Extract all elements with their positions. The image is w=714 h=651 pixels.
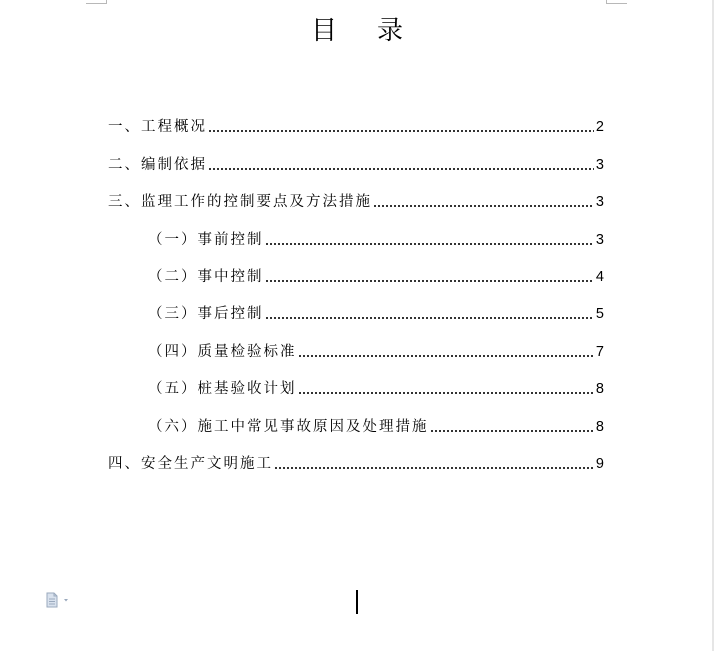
- toc-dot-leader: [265, 302, 594, 326]
- toc-dot-leader: [298, 340, 594, 364]
- toc-entry-label: 一、工程概况: [108, 119, 207, 136]
- toc-entry-label: （六）施工中常见事故原因及处理措施: [148, 418, 429, 435]
- toc-title: 目录: [310, 16, 443, 46]
- toc-entry-label: 二、编制依据: [108, 156, 207, 173]
- toc-entry-page: 3: [595, 194, 604, 211]
- document-dropdown-icon[interactable]: [46, 592, 74, 608]
- toc-entry-label: （一）事前控制: [148, 231, 264, 248]
- toc-entry-label: （五）桩基验收计划: [148, 381, 297, 398]
- toc-dot-leader: [265, 228, 594, 252]
- toc-dot-leader: [208, 153, 594, 177]
- toc-entry-page: 9: [595, 455, 604, 472]
- toc-entry-label: 四、安全生产文明施工: [108, 455, 273, 472]
- toc-entry-label: 三、监理工作的控制要点及方法措施: [108, 194, 372, 211]
- toc-entry[interactable]: [108, 364, 604, 401]
- toc-entry[interactable]: [108, 289, 604, 326]
- toc-entry[interactable]: [108, 439, 604, 476]
- toc-entry[interactable]: [108, 102, 604, 139]
- toc-entry[interactable]: [108, 326, 604, 363]
- toc-entry-page: 5: [595, 306, 604, 323]
- toc-entry-label: （二）事中控制: [148, 268, 264, 285]
- toc-entry-page: 3: [595, 156, 604, 173]
- toc-entry[interactable]: [108, 252, 604, 289]
- page-corner-mark-left: [86, 0, 107, 4]
- toc-entry[interactable]: [108, 214, 604, 251]
- toc-entry-page: 3: [595, 231, 604, 248]
- toc-entry[interactable]: [108, 401, 604, 438]
- toc-entry-label: （三）事后控制: [148, 306, 264, 323]
- toc-dot-leader: [208, 115, 594, 139]
- toc-dot-leader: [298, 377, 594, 401]
- toc-dot-leader: [265, 265, 594, 289]
- toc-entry[interactable]: [108, 139, 604, 176]
- toc-entry-page: 8: [595, 381, 604, 398]
- toc-dot-leader: [430, 415, 594, 439]
- toc-entry[interactable]: [108, 177, 604, 214]
- text-caret: [356, 590, 358, 614]
- toc-entry-label: （四）质量检验标准: [148, 343, 297, 360]
- page-corner-mark-right: [606, 0, 627, 4]
- table-of-contents: [108, 102, 604, 476]
- toc-entry-page: 2: [595, 119, 604, 136]
- toc-dot-leader: [373, 190, 594, 214]
- toc-entry-page: 4: [595, 268, 604, 285]
- toc-entry-page: 8: [595, 418, 604, 435]
- toc-dot-leader: [274, 452, 594, 476]
- toc-entry-page: 7: [595, 343, 604, 360]
